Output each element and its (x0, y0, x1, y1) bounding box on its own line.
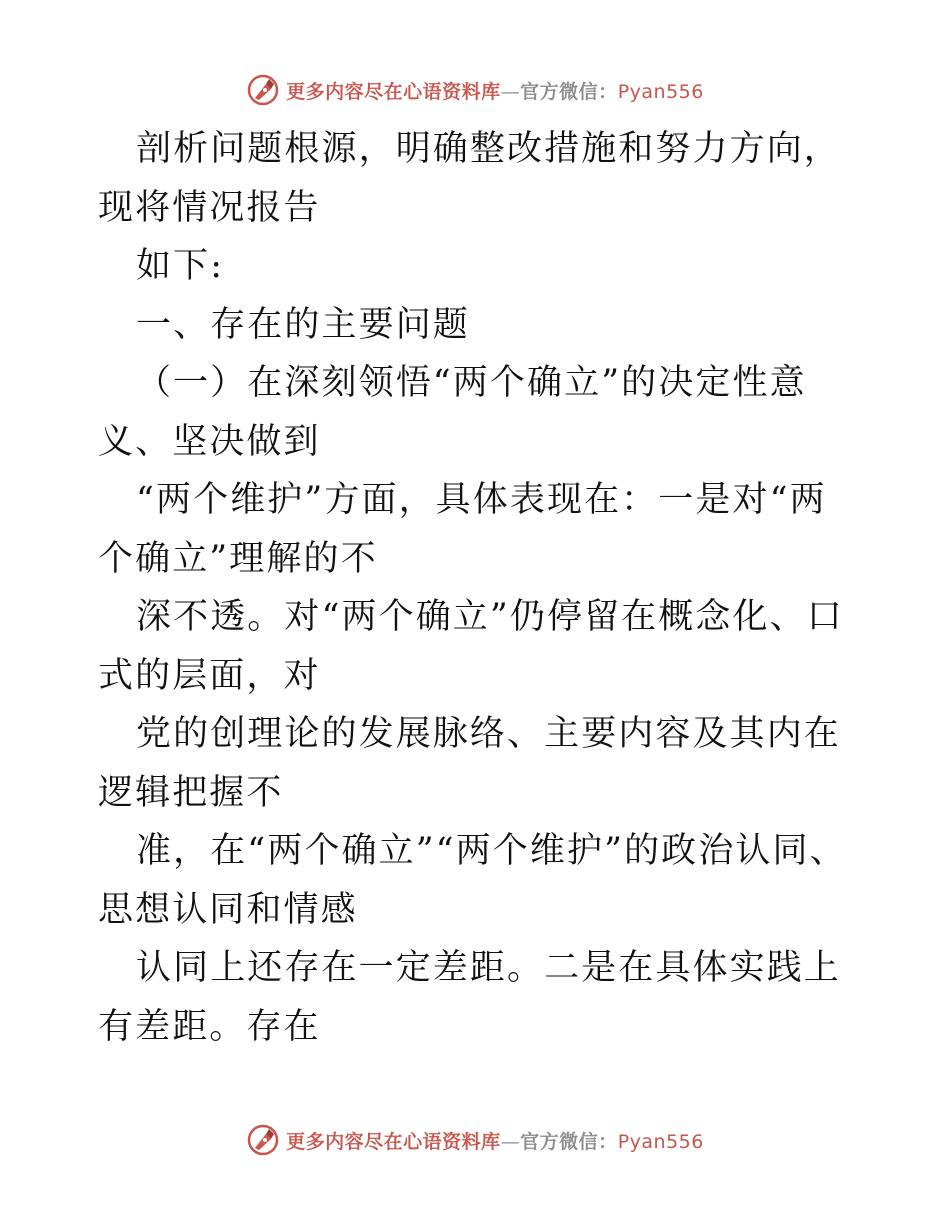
watermark-wechat-label: 官方微信： (520, 1130, 618, 1153)
watermark-brand: 更多内容尽在心语资料库 (286, 80, 501, 103)
watermark-wechat-id: Pyan556 (617, 80, 704, 103)
paragraph: 深不透。对“两个确立”仍停留在概念化、口式的层面，对 (98, 597, 844, 696)
document-body (98, 120, 858, 1056)
watermark-wechat-id: Pyan556 (617, 1130, 704, 1153)
pen-nib-circle-icon (246, 73, 280, 107)
paragraph: 认同上还存在一定差距。二是在具体实践上有差距。存在 (98, 948, 841, 1047)
pen-nib-circle-icon (246, 1123, 280, 1157)
paragraph: 如下: (136, 246, 225, 286)
watermark-wechat-label: 官方微信： (520, 80, 618, 103)
paragraph: （一）在深刻领悟“两个确立”的决定性意义、坚决做到 (98, 363, 807, 462)
watermark-footer (0, 1120, 950, 1160)
watermark-dash: — (500, 1130, 521, 1153)
section-heading: 一、存在的主要问题 (136, 304, 470, 345)
paragraph: “两个维护”方面，具体表现在：一是对“两个确立”理解的不 (98, 480, 827, 579)
paragraph: 党的创理论的发展脉络、主要内容及其内在逻辑把握不 (98, 714, 841, 813)
watermark-dash: — (500, 80, 521, 103)
paragraph: 剖析问题根源，明确整改措施和努力方向，现将情况报告 (98, 129, 841, 228)
watermark-text (286, 77, 704, 104)
watermark-brand: 更多内容尽在心语资料库 (286, 1130, 501, 1153)
watermark-header (0, 70, 950, 110)
paragraph: 准，在“两个确立”“两个维护”的政治认同、思想认同和情感 (98, 831, 847, 930)
watermark-text (286, 1127, 704, 1154)
